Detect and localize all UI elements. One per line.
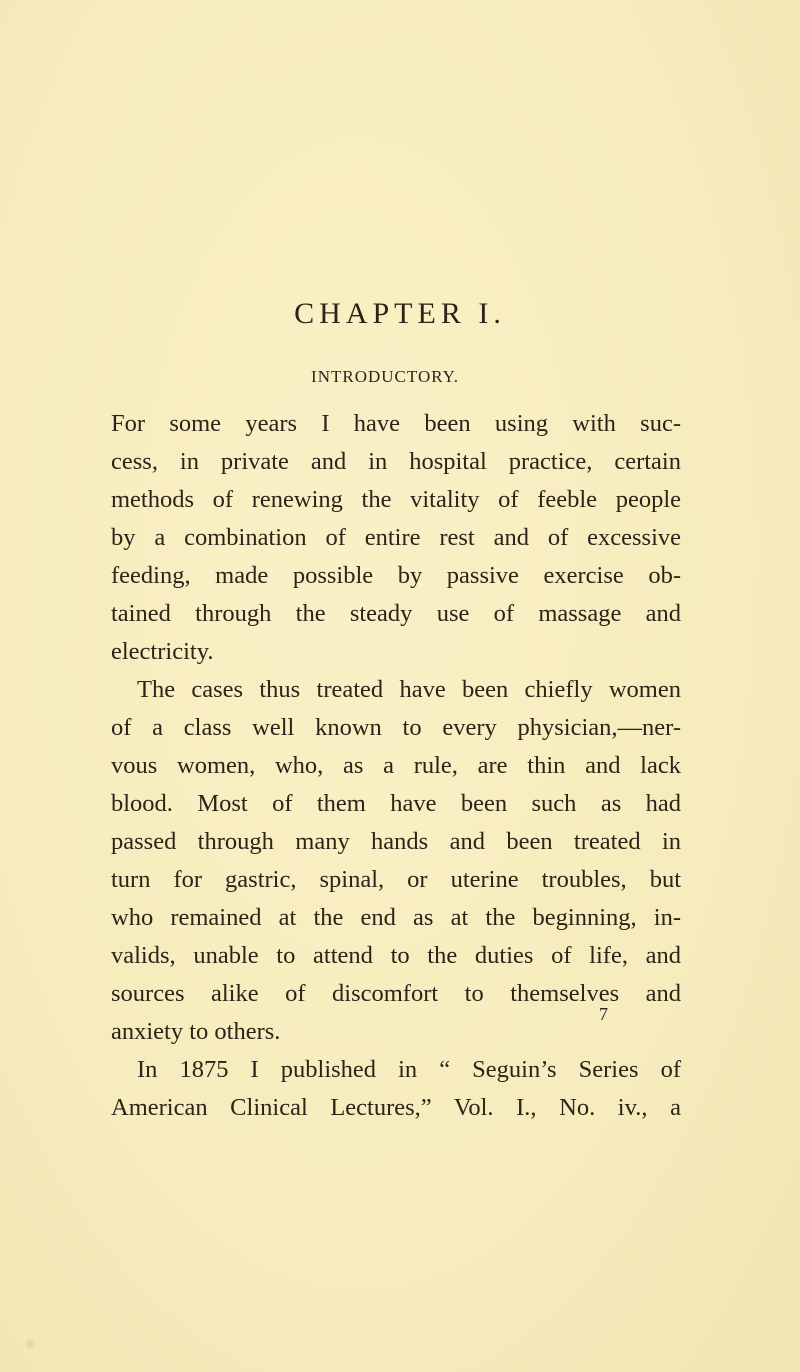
text-line: by a combination of entire rest and of excessive [111, 524, 681, 551]
chapter-title: CHAPTER I. [294, 297, 506, 330]
text-line: vous women, who, as a rule, are thin and lack [111, 752, 681, 779]
text-line: valids, unable to attend to the duties of life, and [111, 942, 681, 969]
paper-speck [24, 1338, 36, 1350]
text-line: tained through the steady use of massage and [111, 600, 681, 627]
text-line: In 1875 I published in “ Seguin’s Series of [137, 1056, 681, 1083]
text-line: American Clinical Lectures,” Vol. I., No. iv., a [111, 1094, 681, 1121]
text-line: blood. Most of them have been such as had [111, 790, 681, 817]
text-line: cess, in private and in hospital practice, certain [111, 448, 681, 475]
text-line: For some years I have been using with suc- [111, 410, 681, 437]
text-line: feeding, made possible by passive exercise ob- [111, 562, 681, 589]
chapter-subtitle: INTRODUCTORY. [311, 367, 459, 386]
text-line: The cases thus treated have been chiefly women [137, 676, 681, 703]
page-number: 7 [599, 1004, 608, 1024]
text-line: passed through many hands and been treated in [111, 828, 681, 855]
text-line: sources alike of discomfort to themselves and [111, 980, 681, 1007]
text-line: of a class well known to every physician,—ner- [111, 714, 681, 741]
text-line: turn for gastric, spinal, or uterine troubles, but [111, 866, 681, 893]
text-line: methods of renewing the vitality of feeble people [111, 486, 681, 513]
text-line: anxiety to others. [111, 1018, 281, 1045]
body-text [111, 405, 681, 1127]
text-line: electricity. [111, 638, 214, 665]
text-line: who remained at the end as at the beginning, in- [111, 904, 681, 931]
